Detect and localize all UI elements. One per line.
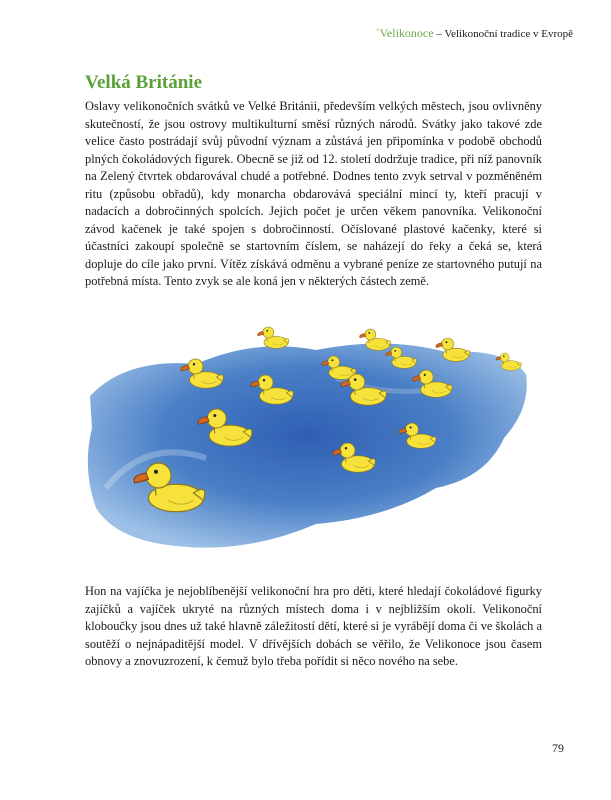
header-chapter: Velikonoční tradice v Evropě <box>444 28 573 40</box>
section-title: Velká Británie <box>85 72 202 93</box>
header-separator: – <box>433 28 445 40</box>
page-number: 79 <box>552 741 564 755</box>
paragraph-2: Hon na vajíčka je nejoblíbenější velikonoční hra pro děti, které hledají čokoládové figurky zajíčků a vajíček ukryté na různých místech doma i v nejbližším okolí. Velikonoční kloboučky jsou dnes už také hlavně záležitostí dětí, které si je vyrábějí doma či ve školách a soutěží o nejnápaditější model. V dřívějších dobách se věřilo, že Velikonoce jsou časem obnovy a znovuzrození, k čemuž bylo třeba pořídit si něco nového na sebe. <box>85 584 542 668</box>
duck-race-illustration <box>86 318 531 558</box>
duck-race-watercolor <box>86 318 531 558</box>
running-header <box>376 26 573 41</box>
paragraph-1: Oslavy velikonočních svátků ve Velké Británii, především velkých městech, jsou ovlivněny skutečností, že jsou ostrovy multikulturní směsí různých národů. Svátky jako takové zde velice často postrádají svůj původní význam a zůstává jen připomínka v podobě obchodů plných čokoládových figurek. Obecně se již od 12. století dodržuje tradice, při níž panovník na Zelený čtvrtek obdarovával chudé a potřebné. Dodnes tento zvyk setrval v pozměněném ritu (způsobu obřadů), kdy monarcha obdarovává speciální mincí ty, kteří pracují v nadacích a dobročinných spolcích. Jejich počet je určen věkem panovníka. Velikonoční závod kačenek je také spojen s dobročinností. Očíslované plastové kačenky, které si účastníci zakoupí společně se startovním číslem, se naházejí do řeky a čeká se, která dopluje do cíle jako první. Vítěz získává odměnu a vybrané peníze ze startovného putují na potřebná místa. Tento zvyk se ale koná jen v některých částech země. <box>85 99 542 288</box>
header-section: ´Velikonoce <box>375 26 434 40</box>
duck-1 <box>258 327 289 348</box>
pond-water <box>88 343 527 547</box>
